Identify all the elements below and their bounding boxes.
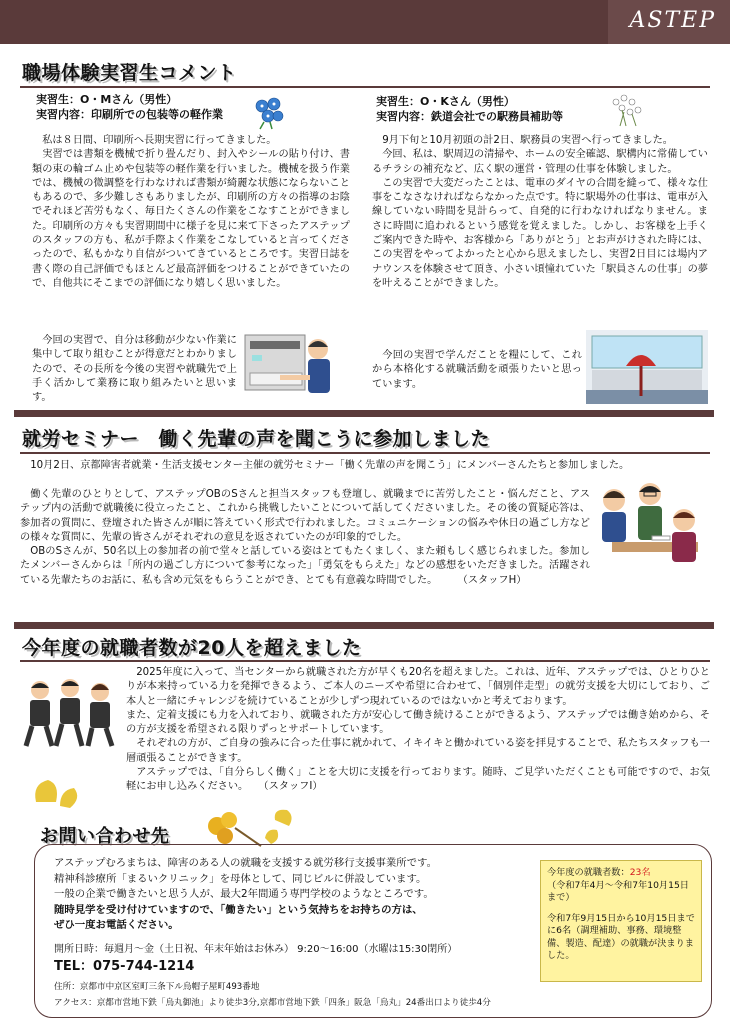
- section2-paragraphs: 働く先輩のひとりとして、アステップOBのSさんと担当スタッフも登壇し、就職までに苦労したこと・悩んだこと、アステップ内の活動で就職後に役立ったこと、これから挑戦したいことについて話してくださいました。その後の質疑応答は、参加者の質問に、登壇された皆さんが順に答えていく形式で行われました。コミュニケーションの悩みや休日の過ごし方などの様々な質問に、先輩の皆さんがそれぞれの意見を返されていたのが印象的でした。 OBのSさんが、50名以上の参加者の前で堂々と話している姿はとてもたくましく、また頼もしく感じられました。参加したメンバーさんからは「所内の過ごし方について参考になった」「勇気をもらえた」などの感想をいただきました。活躍されている先輩たちのお話に、私も含め元気をもらうことができ、とても有意義な時間でした。 （スタッフH）: [20, 489, 590, 586]
- section3-title: 今年度の就職者数が20人を超えました: [22, 637, 362, 659]
- contact-tel[interactable]: TEL：075-744-1214: [54, 959, 195, 974]
- employment-count-box: [540, 860, 702, 982]
- printing-worker-icon: [240, 325, 350, 405]
- section2-top-bar: [14, 410, 714, 417]
- meeting-people-icon: [592, 478, 708, 586]
- section1-rule: [20, 86, 710, 88]
- section1-title: 職場体験実習生コメント: [22, 62, 237, 84]
- header-bar: [0, 0, 730, 44]
- ginkgo-leaf-icon: [30, 776, 84, 810]
- contact-address: 住所：京都市中京区室町三条下ル烏帽子屋町493番地: [54, 982, 260, 992]
- astep-logo: ASTEP: [629, 8, 716, 33]
- section3-paragraphs: 2025年度に入って、当センターから就職された方が早くも20名を超えました。これは、近年、アステップでは、ひとりひとりが本来持っている力を発揮できるよう、ご本人のニーズや希望に合わせて、「個別伴走型」の就労支援を大切にしており、ご本人と一緒にチャレンジを続けていることが少しずつ現れているのではないかと考えております。 また、定着支援にも力を入れており、就職された方が安心して働き続けることができるよう、アステップでは働き始めから、その方が支援を希望される限りずっとサポートしています。 それぞれの方が、ご自身の強みに合った仕事に就かれて、イキイキと働かれている姿を拝見することで、私たちスタッフも一層頑張ることができます。 アステップでは、「自分らしく働く」ことを大切に支援を行っております。随時、ご見学いただくことも可能ですので、お気軽にお申し込みください。 （スタッフI）: [126, 667, 710, 793]
- left-student: 実習生：O・Mさん（男性） 実習内容：印刷所での包装等の軽作業: [36, 93, 223, 121]
- right-student: 実習生：O・Kさん（男性） 実習内容：鉄道会社での駅務員補助等: [376, 95, 563, 123]
- blue-flower-icon: [250, 94, 288, 130]
- contact-access: アクセス：京都市営地下鉄「烏丸御池」より徒歩3分,京都市営地下鉄「四条」阪急「烏丸」24番出口より徒歩4分: [54, 998, 491, 1008]
- right-paragraph-last: 今回の実習で学んだことを糧にして、これから本格化する就職活動を頑張りたいと思っています。: [372, 350, 582, 390]
- section2-paragraph-0: 10月2日、京都障害者就業・生活支援センター主催の就労セミナー「働く先輩の声を聞こう」にメンバーさんたちと参加しました。: [30, 460, 630, 471]
- contact-title: お問い合わせ先: [40, 826, 170, 847]
- section3-rule: [20, 660, 710, 662]
- section2-rule: [20, 452, 710, 454]
- left-paragraphs-top: 私は８日間、印刷所へ長期実習に行ってきました。 実習では書類を機械で折り畳んだり、封入やシールの貼り付け、書類の束の輪ゴム止めや包装等の軽作業を行いました。機械を扱う作業では、機械の微調整を行わなければ書類が綺麗な状態にならないこともあるので、多少難しさもありましたが、印刷所の方々の指導のお陰でそれほど苦労もなく、毎日たくさんの作業をこなすことができました。印刷所の方々も実習期間中に様子を見に来て下さったアステップのスタッフの方も、私が手際よく作業をこなしていると言ってくださったので、私もかなり自信がついてきているところです。実習日誌を書く際の自己評価でもほとんど最高評価をつけることができていたので、自他共にそこまでの評価になり嬉しく思いました。: [32, 135, 350, 289]
- contact-hours: 開所日時：毎週月～金（土日祝、年末年始はお休み） 9:20～16:00（水曜は15:30閉所）: [54, 944, 458, 955]
- train-umbrella-icon: [586, 330, 708, 404]
- header-bar-dark: [0, 0, 608, 44]
- count-label: 今年度の就職者数：: [547, 867, 630, 878]
- section2-title: 就労セミナー 働く先輩の声を聞こうに参加しました: [22, 428, 491, 450]
- left-paragraph-last: 今回の実習で、自分は移動が少ない作業に集中して取り組むことが得意だとわかりましたので、その長所を今後の実習や就職先で上手く活かして業務に取り組みたいと思います。: [32, 335, 237, 404]
- running-workers-icon: [18, 676, 124, 750]
- section3-top-bar: [14, 622, 714, 629]
- contact-lines: アステップむろまちは、障害のある人の就職を支援する就労移行支援事業所です。 精神科診療所「まるいクリニック」を母体として、同じビルに併設しています。 一般の企業で働きたいと思う人が、最大2年間通う専門学校のようなところです。 随時見学を受け付けていますので、「働きたい」という気持ちをお持ちの方は、 ぜひ一度お電話ください。: [54, 857, 437, 931]
- count-period: （令和7年4月～令和7年10月15日まで）: [547, 879, 689, 903]
- white-flower-icon: [606, 92, 652, 128]
- count-detail: 令和7年9月15日から10月15日までに6名（調理補助、事務、環境整備、製造、配達）の就職が決まりました。: [547, 912, 695, 961]
- count-value: 23名: [629, 867, 651, 878]
- right-paragraphs-top: 9月下旬と10月初頭の計2日、駅務員の実習へ行ってきました。 今回、私は、駅周辺の清掃や、ホームの安全確認、駅構内に常備しているチラシの補充など、広く駅の運営・管理の仕事を体験しました。 この実習で大変だったことは、電車のダイヤの合間を縫って、様々な仕事をこなさなければならなかった点です。特に駅場外の仕事は、電車が入線していない時間を見計らって、自発的に行わなければなりません。まさに時間に追われるという感覚を覚えました。しかし、お客様を上手くご案内できた時や、お客様から「ありがとう」とお声がけされた時には、この実習をやってよかったと心から思えましたし、実習2日目には場内アナウンスを体験させて頂き、小さい頃憧れていた「駅員さんの仕事」の夢を叶えることができました。: [372, 135, 708, 289]
